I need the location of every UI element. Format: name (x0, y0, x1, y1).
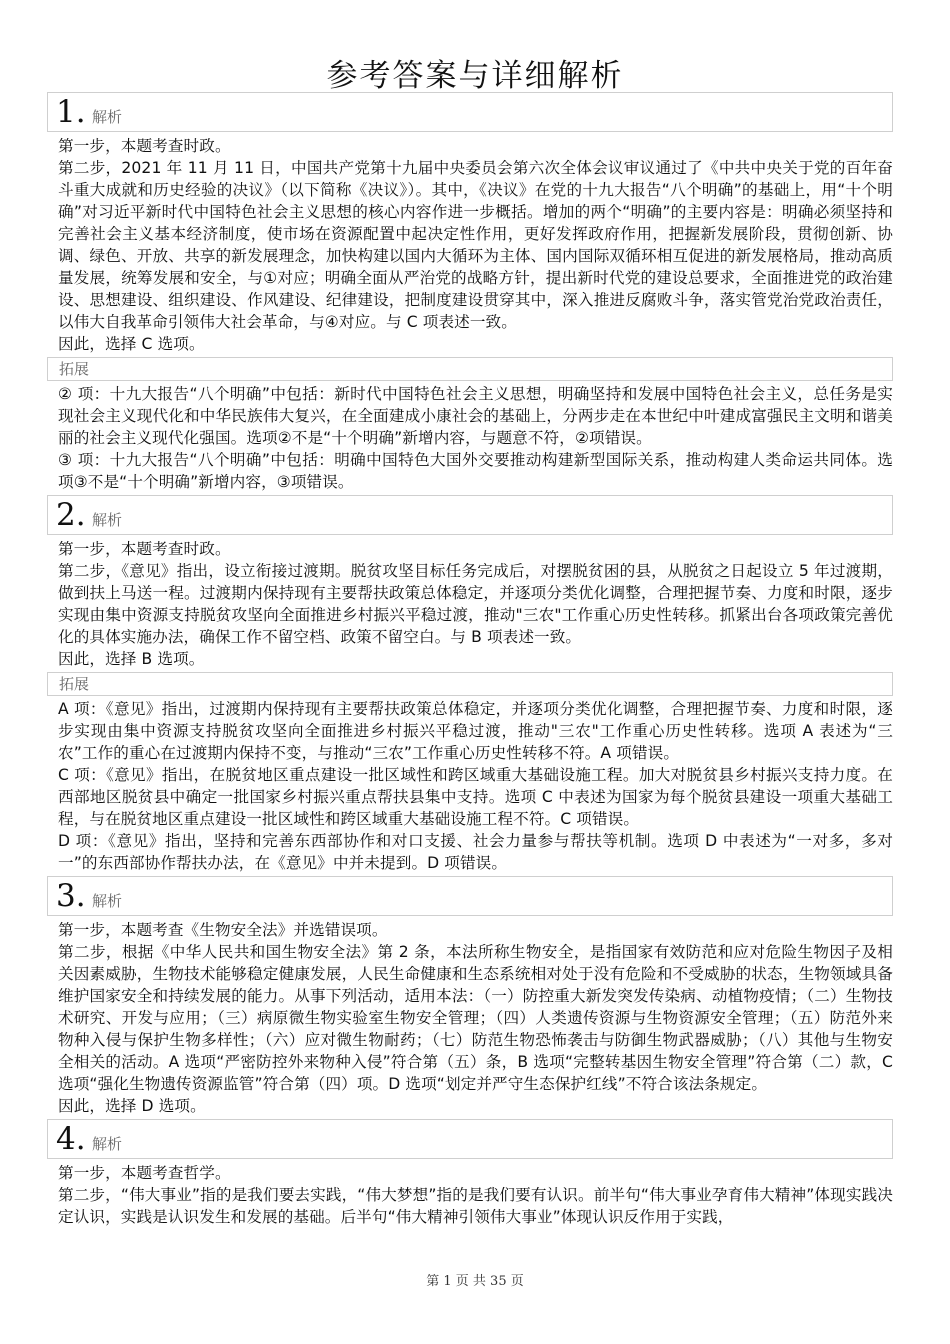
extension-paragraph: ② 项：十九大报告“八个明确”中包括：新时代中国特色社会主义思想，明确坚持和发展中国特色社会主义，总任务是实现社会主义现代化和中华民族伟大复兴，在全面建成小康社会的基础上，分两步走在本世纪中叶建成富强民主文明和谐美丽的社会主义现代化强国。选项②不是“十个明确”新增内容，与题意不符，②项错误。 (58, 385, 893, 447)
paragraph: 第一步，本题考查时政。 (58, 540, 231, 558)
question-header (47, 876, 893, 916)
analysis-label: 解析 (92, 511, 123, 529)
question-header (47, 1119, 893, 1159)
page-title: 参考答案与详细解析 (326, 58, 624, 94)
question-header (47, 92, 893, 132)
question-number: 3. (56, 878, 86, 914)
analysis-label: 解析 (92, 1135, 123, 1153)
question-number: 2. (56, 497, 86, 533)
paragraph: 第二步，2021 年 11 月 11 日，中国共产党第十九届中央委员会第六次全体会议审议通过了《中共中央关于党的百年奋斗重大成就和历史经验的决议》（以下简称《决议》）。其中，《决议》在党的十九大报告“八个明确”的基础上，用“十个明确”对习近平新时代中国特色社会主义思想的核心内容作进一步概括。增加的两个“明确”的主要内容是：明确必须坚持和完善社会主义基本经济制度，使市场在资源配置中起决定性作用，更好发挥政府作用，把握新发展阶段，贯彻创新、协调、绿色、开放、共享的新发展理念，加快构建以国内大循环为主体、国内国际双循环相互促进的新发展格局，推动高质量发展，统筹发展和安全，与①对应；明确全面从严治党的战略方针，提出新时代党的建设总要求，全面推进党的政治建设、思想建设、组织建设、作风建设、纪律建设，把制度建设贯穿其中，深入推进反腐败斗争，落实管党治党政治责任，以伟大自我革命引领伟大社会革命，与④对应。与 C 项表述一致。 (58, 159, 893, 331)
extension-label: 拓展 (47, 357, 893, 381)
extension-label: 拓展 (47, 672, 893, 696)
paragraph: 第二步，《意见》指出，设立衔接过渡期。脱贫攻坚目标任务完成后，对摆脱贫困的县，从脱贫之日起设立 5 年过渡期，做到扶上马送一程。过渡期内保持现有主要帮扶政策总体稳定，并逐项分类优化调整，合理把握节奏、力度和时限，逐步实现由集中资源支持脱贫攻坚向全面推进乡村振兴平稳过渡，推动"三农"工作重心历史性转移。抓紧出台各项政策完善优化的具体实施办法，确保工作不留空档、政策不留空白。与 B 项表述一致。 (58, 562, 893, 646)
paragraph: 第一步，本题考查哲学。 (58, 1164, 231, 1182)
page-footer: 第 1 页 共 35 页 (426, 1274, 524, 1289)
extension-paragraph: C 项：《意见》指出，在脱贫地区重点建设一批区域性和跨区域重大基础设施工程。加大对脱贫县乡村振兴支持力度。在西部地区脱贫县中确定一批国家乡村振兴重点帮扶县集中支持。选项 C 中表述为国家为每个脱贫县建设一项重大基础工程，与在脱贫地区重点建设一批区域性和跨区域重大基础设施工程不符。C 项错误。 (58, 766, 893, 828)
paragraph: 因此，选择 C 选项。 (58, 335, 205, 353)
analysis-label: 解析 (92, 892, 123, 910)
paragraph: 第二步，根据《中华人民共和国生物安全法》第 2 条，本法所称生物安全，是指国家有效防范和应对危险生物因子及相关因素威胁，生物技术能够稳定健康发展，人民生命健康和生态系统相对处于没有危险和不受威胁的状态，生物领域具备维护国家安全和持续发展的能力。从事下列活动，适用本法：（一）防控重大新发突发传染病、动植物疫情；（二）生物技术研究、开发与应用；（三）病原微生物实验室生物安全管理；（四）人类遗传资源与生物资源安全管理；（五）防范外来物种入侵与保护生物多样性；（六）应对微生物耐药；（七）防范生物恐怖袭击与防御生物武器威胁；（八）其他与生物安全相关的活动。A 选项“严密防控外来物种入侵”符合第（五）条，B 选项“完整转基因生物安全管理”符合第（二）款，C 选项“强化生物遗传资源监管”符合第（四）项。D 选项“划定并严守生态保护红线”不符合该法条规定。 (58, 943, 893, 1093)
paragraph: 第一步，本题考查时政。 (58, 137, 231, 155)
analysis-label: 解析 (92, 108, 123, 126)
paragraph: 因此，选择 D 选项。 (58, 1097, 206, 1115)
paragraph: 第一步，本题考查《生物安全法》并选错误项。 (58, 921, 388, 939)
question-header (47, 495, 893, 535)
extension-paragraph: A 项：《意见》指出，过渡期内保持现有主要帮扶政策总体稳定，并逐项分类优化调整，合理把握节奏、力度和时限，逐步实现由集中资源支持脱贫攻坚向全面推进乡村振兴平稳过渡，推动"三农"工作重心历史性转移。选项 A 表述为“三农”工作的重心在过渡期内保持不变，与推动“三农”工作重心历史性转移不符。A 项错误。 (58, 700, 893, 762)
paragraph: 第二步，“伟大事业”指的是我们要去实践，“伟大梦想”指的是我们要有认识。前半句“伟大事业孕育伟大精神”体现实践决定认识，实践是认识发生和发展的基础。后半句“伟大精神引领伟大事业”体现认识反作用于实践， (58, 1186, 893, 1226)
extension-paragraph: ③ 项：十九大报告“八个明确”中包括：明确中国特色大国外交要推动构建新型国际关系，推动构建人类命运共同体。选项③不是“十个明确”新增内容，③项错误。 (58, 451, 893, 491)
question-number: 1. (56, 94, 86, 130)
answer-content (47, 92, 893, 1228)
extension-paragraph: D 项：《意见》指出，坚持和完善东西部协作和对口支援、社会力量参与帮扶等机制。选项 D 中表述为“一对多，多对一”的东西部协作帮扶办法，在《意见》中并未提到。D 项错误。 (58, 832, 893, 872)
question-number: 4. (56, 1121, 86, 1157)
paragraph: 因此，选择 B 选项。 (58, 650, 205, 668)
